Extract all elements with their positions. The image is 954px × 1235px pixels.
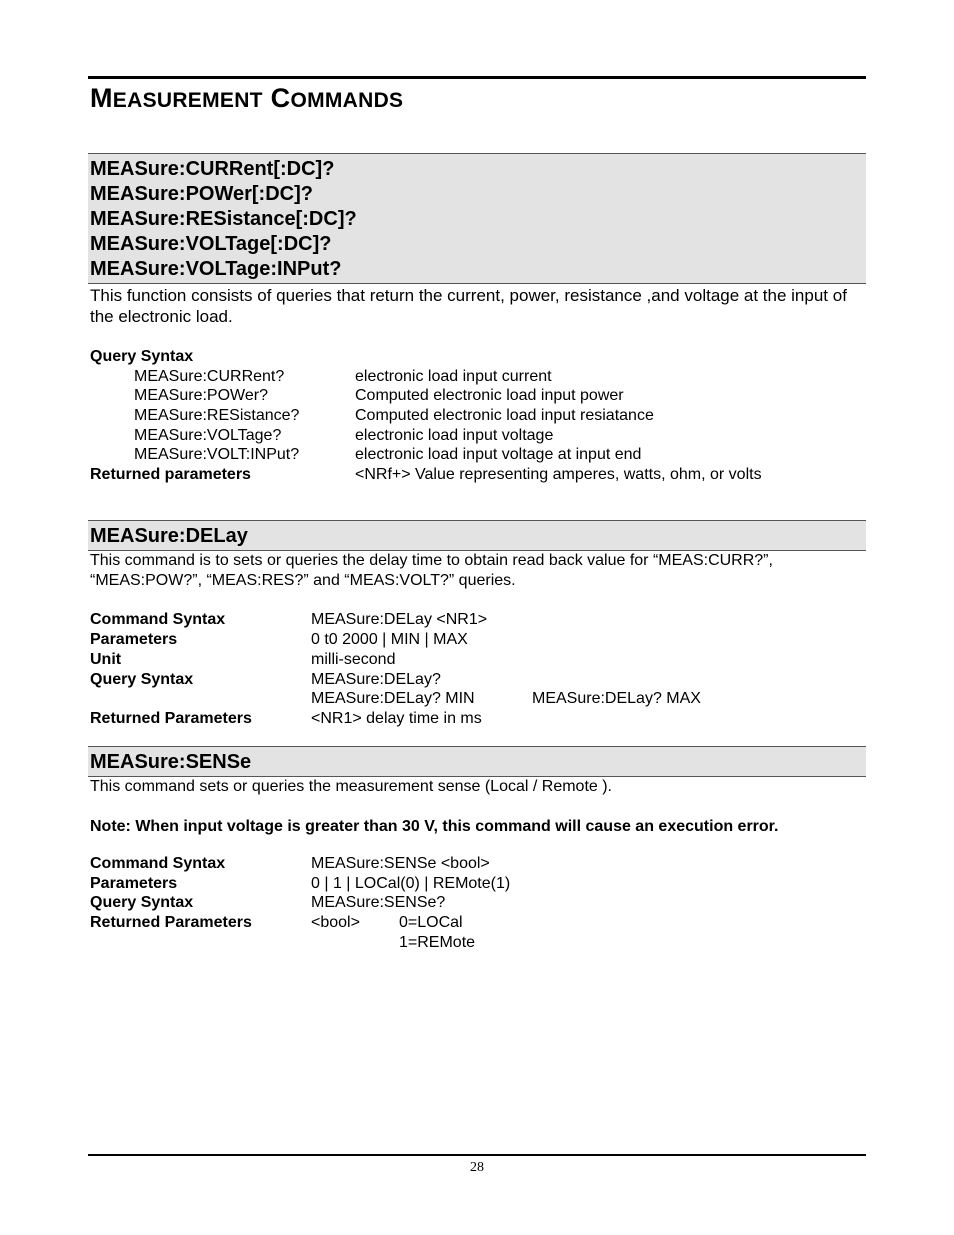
query-description: electronic load input current: [355, 368, 552, 385]
returned-value: 1=REMote: [399, 934, 476, 951]
query-min-value: MEASure:DELay? MIN: [311, 690, 475, 707]
row-value: 0 t0 2000 | MIN | MAX: [311, 631, 468, 648]
page-number: 28: [470, 1160, 484, 1175]
page-title: [90, 83, 403, 114]
query-command: MEASure:RESistance?: [134, 407, 300, 424]
returned-type: <bool>: [311, 914, 360, 931]
command-name: MEASure:CURRent[:DC]?: [90, 158, 335, 180]
row-value: MEASure:SENSe?: [311, 894, 446, 911]
command-header-measure-delay: [88, 520, 866, 551]
row-value: 0 | 1 | LOCal(0) | REMote(1): [311, 875, 511, 892]
command-name: MEASure:VOLTage:INPut?: [90, 258, 342, 280]
section-description: This command sets or queries the measurement sense (Local / Remote ).: [90, 778, 612, 795]
query-syntax-label: Query Syntax: [90, 348, 194, 365]
command-header-measure-sense: [88, 746, 866, 777]
row-value: MEASure:DELay?: [311, 671, 441, 688]
row-label: Parameters: [90, 875, 178, 892]
query-max-value: MEASure:DELay? MAX: [532, 690, 701, 707]
query-description: Computed electronic load input power: [355, 387, 624, 404]
command-name: MEASure:POWer[:DC]?: [90, 183, 313, 205]
title-initial: C: [270, 83, 291, 113]
query-description: electronic load input voltage: [355, 427, 554, 444]
command-header-measure-queries: [88, 153, 866, 284]
row-label: Parameters: [90, 631, 178, 648]
query-description: electronic load input voltage at input end: [355, 446, 642, 463]
row-value: MEASure:DELay <NR1>: [311, 611, 488, 628]
query-command: MEASure:VOLT:INPut?: [134, 446, 300, 463]
returned-parameters-label: Returned Parameters: [90, 710, 252, 727]
command-name: MEASure:RESistance[:DC]?: [90, 208, 357, 230]
returned-parameters-label: Returned Parameters: [90, 914, 252, 931]
row-value: milli-second: [311, 651, 396, 668]
command-name: MEASure:SENSe: [90, 751, 252, 773]
title-word-rest: OMMANDS: [290, 89, 404, 112]
title-word-rest: EASUREMENT: [112, 89, 263, 112]
query-command: MEASure:POWer?: [134, 387, 268, 404]
section-description: This function consists of queries that return the current, power, resistance ,and voltage at the input of the electronic load.: [90, 286, 847, 326]
section-note: Note: When input voltage is greater than 30 V, this command will cause an execution error.: [90, 818, 779, 835]
top-rule: [88, 76, 866, 79]
command-name: MEASure:VOLTage[:DC]?: [90, 233, 332, 255]
row-label: Unit: [90, 651, 122, 668]
query-description: Computed electronic load input resiatance: [355, 407, 654, 424]
returned-parameters-label: Returned parameters: [90, 466, 251, 483]
row-label: Command Syntax: [90, 855, 226, 872]
row-label: Command Syntax: [90, 611, 226, 628]
row-value: MEASure:SENSe <bool>: [311, 855, 490, 872]
bottom-rule: [88, 1154, 866, 1156]
returned-parameters-value: <NR1> delay time in ms: [311, 710, 482, 727]
returned-parameters-value: <NRf+> Value representing amperes, watts, ohm, or volts: [355, 466, 762, 483]
query-command: MEASure:CURRent?: [134, 368, 285, 385]
query-command: MEASure:VOLTage?: [134, 427, 282, 444]
row-label: Query Syntax: [90, 671, 194, 688]
command-name: MEASure:DELay: [90, 525, 248, 547]
row-label: Query Syntax: [90, 894, 194, 911]
title-initial: M: [90, 83, 113, 113]
returned-value: 0=LOCal: [399, 914, 463, 931]
section-description: This command is to sets or queries the delay time to obtain read back value for “MEAS:CURR?”, “MEAS:POW?”, “MEAS:RES?” and “MEAS:VOLT?” queries.: [90, 552, 773, 589]
